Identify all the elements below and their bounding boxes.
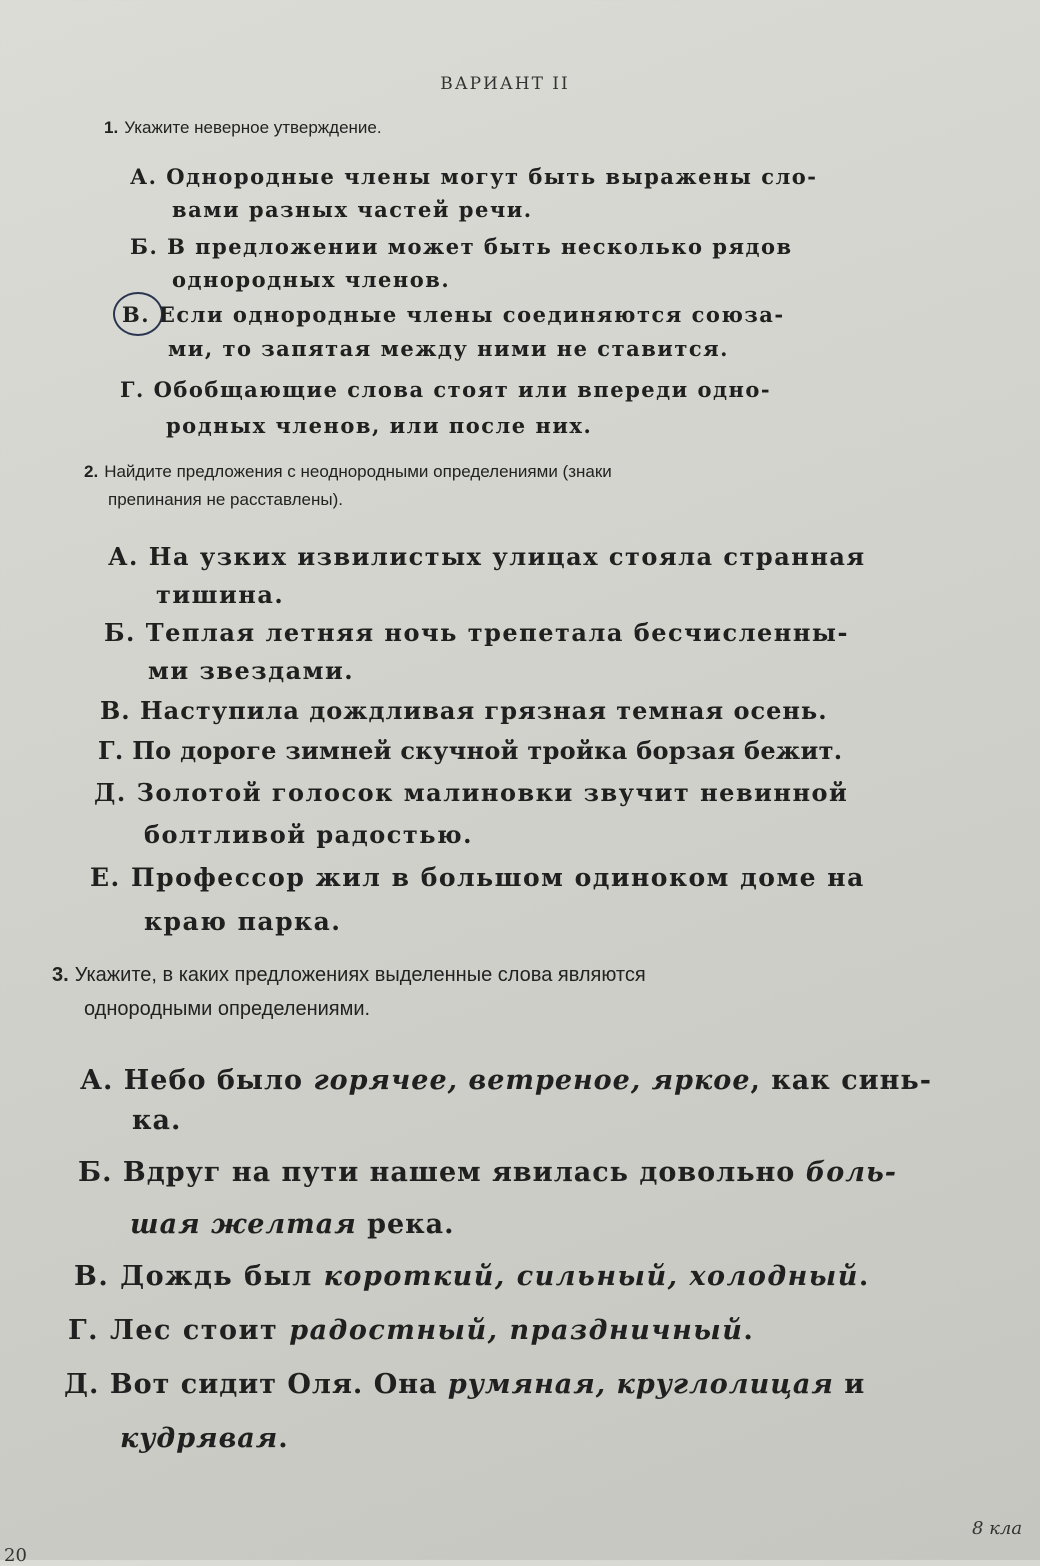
q2-option-d xyxy=(94,772,848,856)
q2-option-a-line1: На узких извилистых улицах стояла странная xyxy=(148,542,866,571)
q3-option-a-pre: Небо было xyxy=(123,1065,314,1096)
q2-option-e-line1: Профессор жил в большом одиноком доме на xyxy=(130,863,865,892)
q3-option-g-pre: Лес стоит xyxy=(109,1315,290,1346)
q2-option-e xyxy=(90,856,865,944)
q2-option-v-letter: В. xyxy=(100,696,131,725)
q1-option-b-line1: В предложении может быть несколько рядов xyxy=(167,234,793,259)
q1-option-v-line2: ми, то запятая между ними не ставится. xyxy=(168,336,729,361)
q3-option-b-emphasis: боль- xyxy=(805,1157,898,1188)
q3-option-b-letter: Б. xyxy=(78,1157,113,1188)
q1-option-v-line1: Если однородные члены соединяются союза- xyxy=(158,302,785,327)
q3-option-a xyxy=(80,1052,932,1150)
question-2-number: 2. xyxy=(84,462,99,481)
q1-option-g xyxy=(120,372,771,444)
q3-option-g-post: . xyxy=(743,1315,755,1346)
q3-option-d-emphasis: румяная, круглолицая xyxy=(447,1369,834,1400)
q2-option-d-letter: Д. xyxy=(94,778,127,807)
q3-option-v-pre: Дождь был xyxy=(120,1261,324,1292)
question-1-text: Укажите неверное утверждение. xyxy=(124,118,382,137)
q3-option-v-post: . xyxy=(858,1261,870,1292)
q2-option-g-line1: По дороге зимней скучной тройка борзая бежит. xyxy=(132,736,843,765)
question-2 xyxy=(84,458,612,514)
q3-option-b-line2-emphasis: шая желтая xyxy=(130,1209,357,1240)
q1-option-a-line1: Однородные члены могут быть выражены сло- xyxy=(166,164,818,189)
q1-option-a xyxy=(130,160,818,226)
q2-option-d-line1: Золотой голосок малиновки звучит невинной xyxy=(136,778,849,807)
q3-option-g xyxy=(68,1302,754,1360)
q1-option-b-letter: Б. xyxy=(130,234,159,259)
q2-option-b-letter: Б. xyxy=(104,618,136,647)
q1-option-v-letter: В. xyxy=(122,302,151,327)
q3-option-b-line2: река. xyxy=(356,1209,455,1240)
q3-option-d-letter: Д. xyxy=(64,1369,100,1400)
q1-option-b xyxy=(130,230,793,296)
q2-option-d-line2: болтливой радостью. xyxy=(144,820,473,849)
question-2-line2: препинания не расставлены). xyxy=(108,490,344,509)
q3-option-a-post: , как синь- xyxy=(750,1065,932,1096)
q3-option-b-pre: Вдруг на пути нашем явилась довольно xyxy=(122,1157,806,1188)
q3-option-v xyxy=(74,1248,870,1306)
q1-option-g-letter: Г. xyxy=(120,377,145,402)
q1-option-a-line2: вами разных частей речи. xyxy=(172,197,533,222)
question-2-line1: Найдите предложения с неоднородными определениями (знаки xyxy=(104,462,612,481)
q3-option-b xyxy=(78,1144,897,1254)
q2-option-a xyxy=(108,538,866,614)
question-3-line2: однородными определениями. xyxy=(84,998,371,1020)
q1-option-b-line2: однородных членов. xyxy=(172,267,451,292)
question-1 xyxy=(104,118,382,138)
q2-option-g-letter: Г. xyxy=(98,736,124,765)
q3-option-v-letter: В. xyxy=(74,1261,110,1292)
question-1-number: 1. xyxy=(104,118,119,137)
q3-option-a-letter: А. xyxy=(80,1065,114,1096)
q2-option-b-line2: ми звездами. xyxy=(148,656,355,685)
q2-option-v xyxy=(100,692,828,730)
q2-option-e-line2: краю парка. xyxy=(144,907,342,936)
q2-option-b-line1: Теплая летняя ночь трепетала бесчисленны- xyxy=(145,618,849,647)
question-3-line1: Укажите, в каких предложениях выделенные слова являются xyxy=(74,964,646,986)
q3-option-d-pre: Вот сидит Оля. Она xyxy=(109,1369,448,1400)
variant-title: ВАРИАНТ II xyxy=(440,74,570,94)
q3-option-g-letter: Г. xyxy=(68,1315,100,1346)
q3-option-d xyxy=(64,1356,865,1468)
q2-option-b xyxy=(104,614,849,690)
q2-option-a-letter: А. xyxy=(108,542,139,571)
question-3-number: 3. xyxy=(52,964,69,986)
q2-option-e-letter: Е. xyxy=(90,863,121,892)
q2-option-v-line1: Наступила дождливая грязная темная осень. xyxy=(140,696,828,725)
grade-footer: 8 кла xyxy=(972,1518,1023,1539)
q3-option-d-post: и xyxy=(833,1369,866,1400)
q1-option-g-line1: Обобщающие слова стоят или впереди одно- xyxy=(153,377,772,402)
question-3 xyxy=(52,958,646,1026)
q1-option-g-line2: родных членов, или после них. xyxy=(166,413,593,438)
q1-option-a-letter: А. xyxy=(130,164,158,189)
q2-option-a-line2: тишина. xyxy=(156,580,285,609)
q3-option-g-emphasis: радостный, праздничный xyxy=(289,1315,744,1346)
q3-option-d-line2: . xyxy=(278,1423,289,1454)
q3-option-a-line2: ка. xyxy=(132,1105,182,1136)
q3-option-a-emphasis: горячее, ветреное, яркое xyxy=(313,1065,751,1096)
q2-option-g xyxy=(98,732,842,770)
q3-option-v-emphasis: короткий, сильный, холодный xyxy=(323,1261,859,1292)
q1-option-v xyxy=(122,298,785,366)
page-number: 20 xyxy=(4,1545,27,1566)
q3-option-d-line2-emphasis: кудрявая xyxy=(120,1423,279,1454)
